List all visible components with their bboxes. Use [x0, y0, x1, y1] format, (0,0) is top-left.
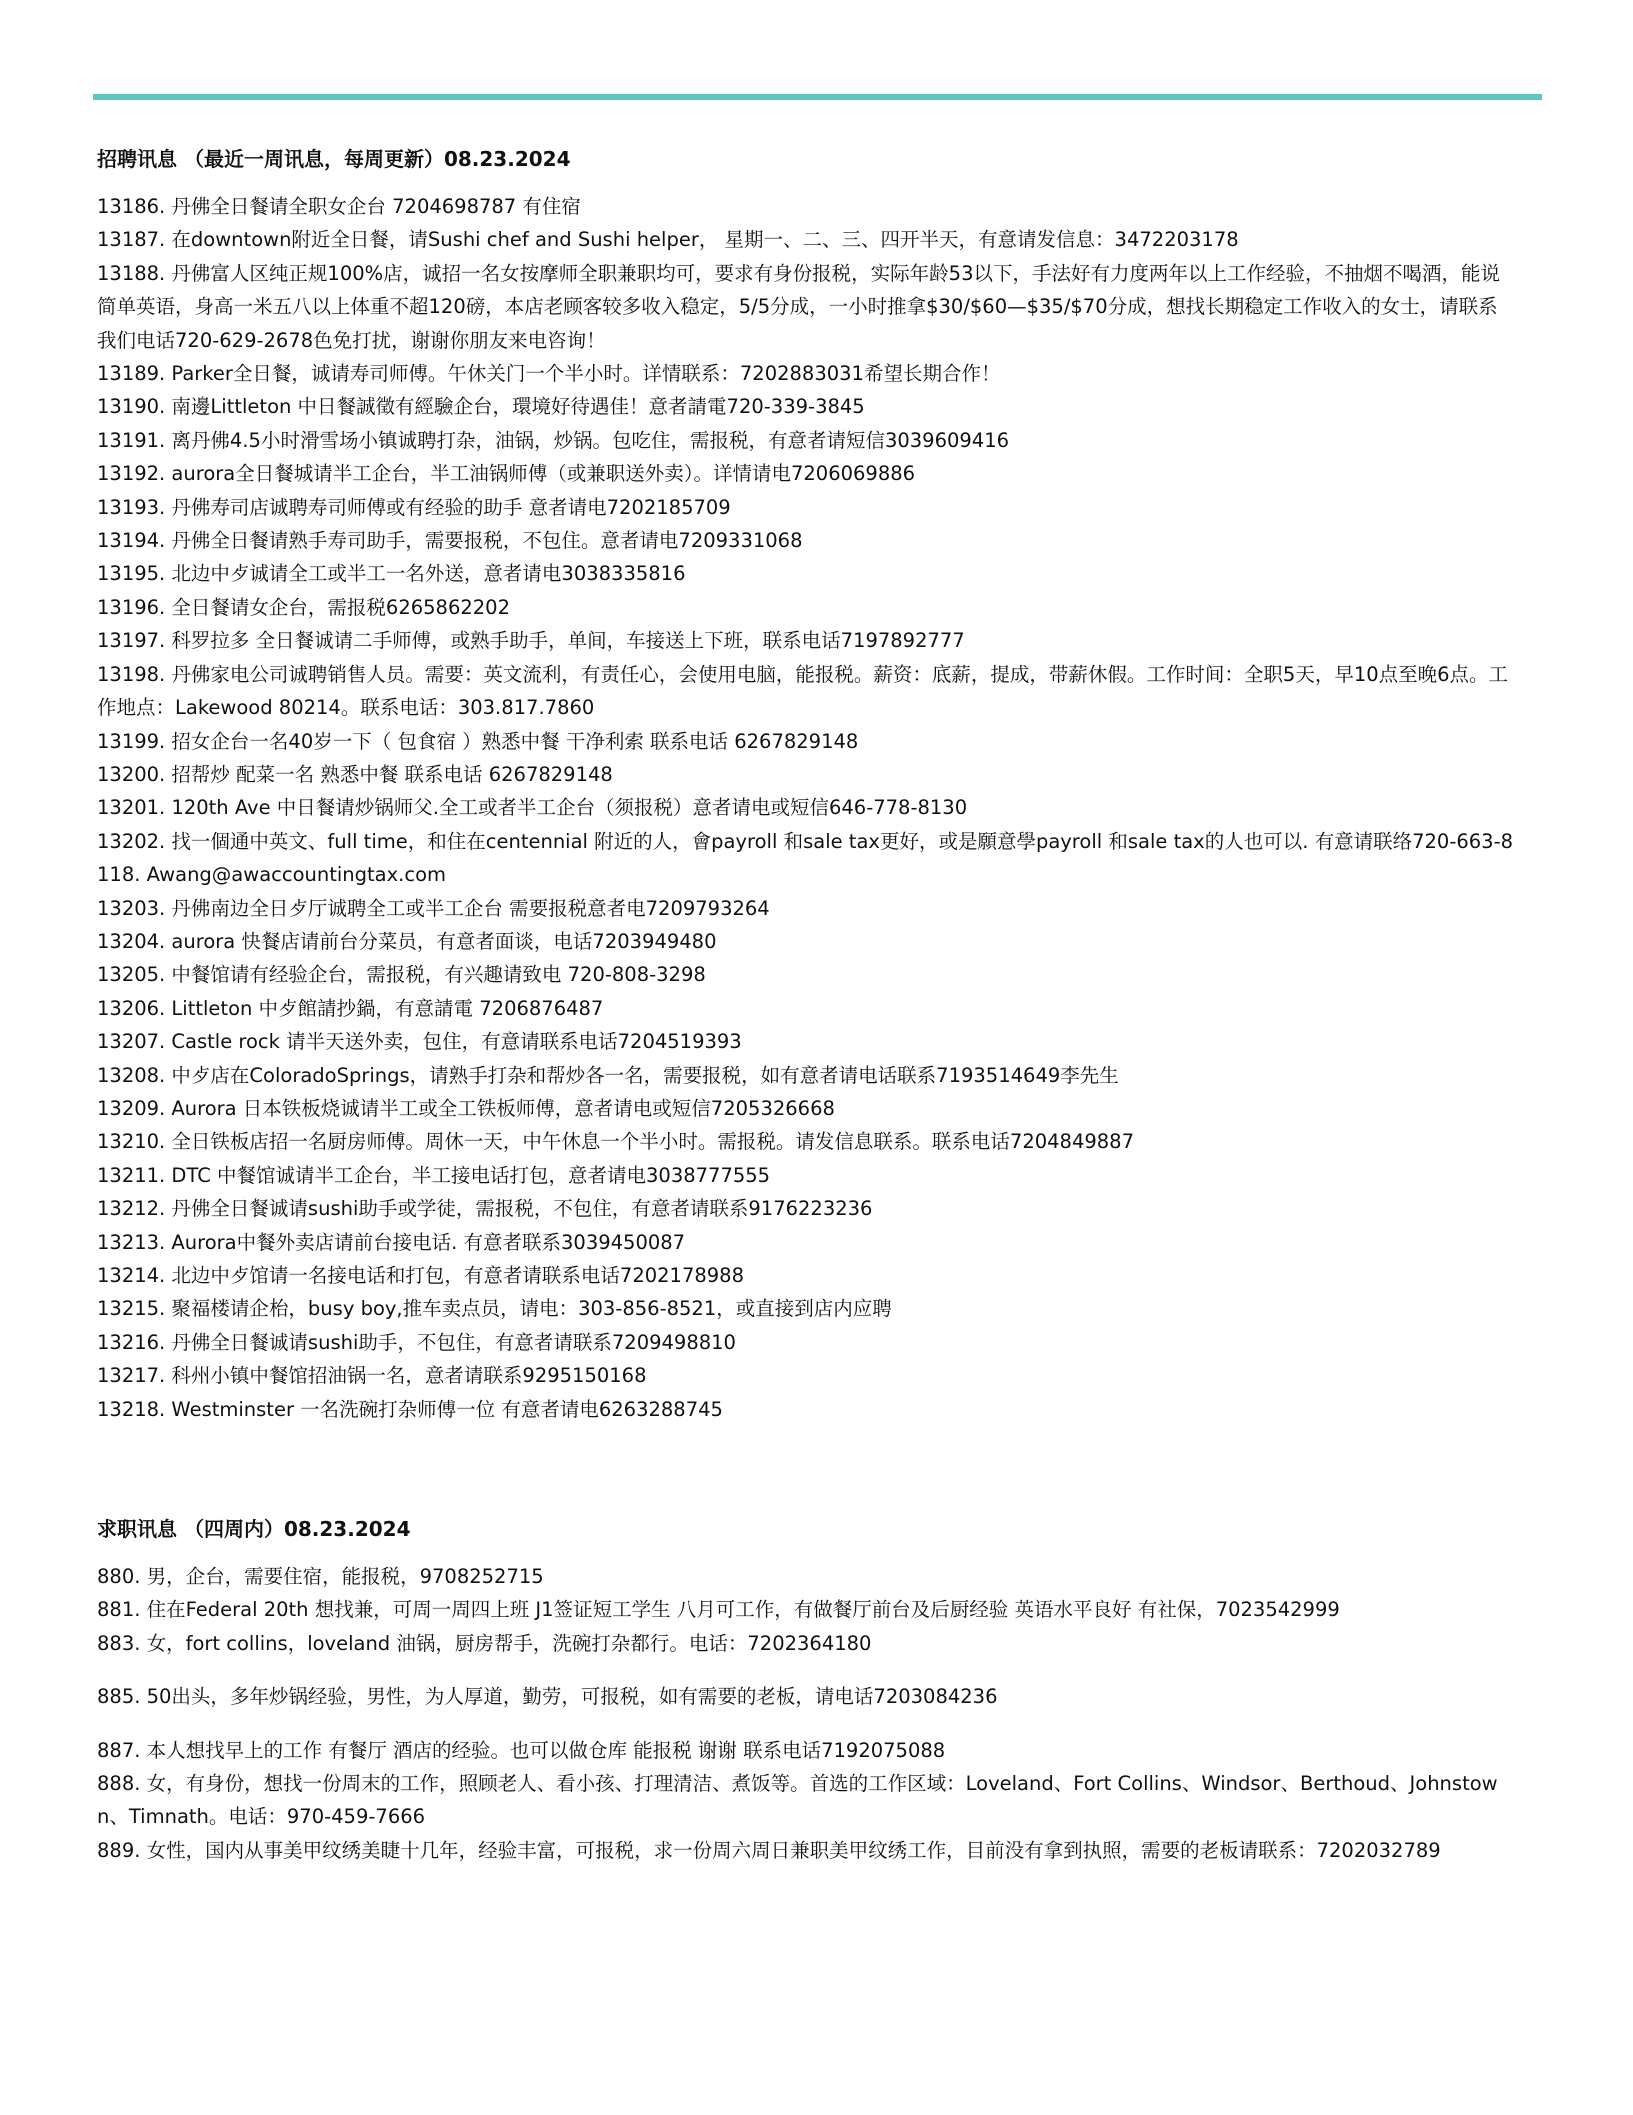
list-item: 880. 男，企台，需要住宿，能报税，9708252715 [97, 1565, 544, 1589]
list-item: 13213. Aurora中餐外卖店请前台接电话. 有意者联系3039450087 [97, 1230, 686, 1254]
recruitment-list [97, 190, 1517, 1426]
list-item: 13186. 丹佛全日餐请全职女企台 7204698787 有住宿 [97, 195, 581, 218]
list-item: 883. 女，fort collins，loveland 油锅，厨房帮手，洗碗打杂都行。电话：7202364180 [97, 1631, 872, 1655]
list-item: 13196. 全日餐请女企台，需报税6265862202 [97, 595, 510, 619]
list-item: 13216. 丹佛全日餐诚请sushi助手，不包住，有意者请联系7209498810 [97, 1330, 736, 1354]
list-item: 13205. 中餐馆请有经验企台，需报税，有兴趣请致电 720-808-3298 [97, 963, 706, 987]
list-item: 13212. 丹佛全日餐诚请sushi助手或学徒，需报税，不包住，有意者请联系9176223236 [97, 1197, 873, 1221]
list-item: 13204. aurora 快餐店请前台分菜员，有意者面谈，电话7203949480 [97, 929, 717, 953]
recruitment-section [97, 142, 1517, 1426]
list-item: 13206. Littleton 中歺館請抄鍋，有意請電 7206876487 [97, 996, 604, 1020]
list-item: 13192. aurora全日餐城请半工企台，半工油锅师傅（或兼职送外卖）。详情请电7206069886 [97, 462, 916, 486]
list-item: 13217. 科州小镇中餐馆招油锅一名，意者请联系9295150168 [97, 1364, 647, 1388]
list-item: 13190. 南邊Littleton 中日餐誠徵有經驗企台，環境好待遇佳！意者請電720-339-3845 [97, 395, 865, 419]
list-item: 13199. 招女企台一名40岁一下（ 包食宿 ）熟悉中餐 干净利索 联系电话 6267829148 [97, 729, 859, 753]
list-item: 13188. 丹佛富人区纯正规100%店，诚招一名女按摩师全职兼职均可，要求有身份报税，实际年龄53以下，手法好有力度两年以上工作经验，不抽烟不喝酒，能说简单英语，身高一米五八以上体重不超120磅，本店老顾客较多收入稳定，5/5分成，一小时推拿$30/$60—$35/$70分成，想找长期稳定工作收入的女士，请联系我们电话720-629-2678色免打扰，谢谢你朋友来电咨询！ [97, 261, 1500, 352]
list-item: 13200. 招帮炒 配菜一名 熟悉中餐 联系电话 6267829148 [97, 762, 613, 786]
top-divider [93, 94, 1542, 100]
job-seekers-heading: 求职讯息 （四周内）08.23.2024 [97, 1517, 411, 1542]
list-item: 13197. 科罗拉多 全日餐诚请二手师傅，或熟手助手，单间，车接送上下班，联系电话7197892777 [97, 629, 965, 653]
list-item: 881. 住在Federal 20th 想找兼，可周一周四上班 J1签证短工学生 八月可工作，有做餐厅前台及后厨经验 英语水平良好 有社保，7023542999 [97, 1598, 1340, 1622]
list-item: 13209. Aurora 日本铁板烧诚请半工或全工铁板师傅，意者请电或短信7205326668 [97, 1096, 835, 1120]
list-item: 13202. 找一個通中英文、full time，和住在centennial 附近的人，會payroll 和sale tax更好，或是願意學payroll 和sale tax的人也可以. 有意请联络720-663-8118. Awang@awaccountingtax.com [97, 829, 1514, 887]
list-item: 13187. 在downtown附近全日餐，请Sushi chef and Sushi helper， 星期一、二、三、四开半天，有意请发信息：3472203178 [97, 228, 1239, 252]
list-item: 13208. 中歺店在ColoradoSprings，请熟手打杂和帮炒各一名，需要报税，如有意者请电话联系7193514649李先生 [97, 1063, 1119, 1087]
job-seekers-list [97, 1560, 1517, 1867]
list-item: 888. 女，有身份，想找一份周末的工作，照顾老人、看小孩、打理清洁、煮饭等。首选的工作区域：Loveland、Fort Collins、Windsor、Berthoud、Johnstown、Timnath。电话：970-459-7666 [97, 1772, 1498, 1829]
list-item: 13214. 北边中歺馆请一名接电话和打包，有意者请联系电话7202178988 [97, 1264, 744, 1287]
list-item: 13211. DTC 中餐馆诚请半工企台，半工接电话打包，意者请电3038777555 [97, 1163, 771, 1187]
list-item: 13193. 丹佛寿司店诚聘寿司师傅或有经验的助手 意者请电7202185709 [97, 495, 731, 519]
list-item: 13207. Castle rock 请半天送外卖，包住，有意请联系电话7204519393 [97, 1030, 742, 1054]
list-item: 13203. 丹佛南边全日歺厅诚聘全工或半工企台 需要报税意者电7209793264 [97, 896, 770, 920]
list-item: 885. 50出头，多年炒锅经验，男性，为人厚道，勤劳，可报税，如有需要的老板，请电话7203084236 [97, 1685, 998, 1709]
list-item: 889. 女性，国内从事美甲纹绣美睫十几年，经验丰富，可报税，求一份周六周日兼职美甲纹绣工作，目前没有拿到执照，需要的老板请联系：7202032789 [97, 1838, 1441, 1862]
list-item: 13201. 120th Ave 中日餐请炒锅师父.全工或者半工企台（须报税）意者请电或短信646-778-8130 [97, 796, 968, 820]
list-item: 13215. 聚福楼请企枱，busy boy,推车卖点员，请电：303-856-8521，或直接到店内应聘 [97, 1297, 892, 1321]
list-item: 13218. Westminster 一名洗碗打杂师傅一位 有意者请电6263288745 [97, 1397, 723, 1421]
list-item: 13189. Parker全日餐，诚请寿司师傅。午休关门一个半小时。详情联系：7202883031希望长期合作！ [97, 362, 1001, 386]
list-item: 13198. 丹佛家电公司诚聘销售人员。需要：英文流利，有责任心，会使用电脑，能报税。薪资：底薪，提成，带薪休假。工作时间：全职5天，早10点至晚6点。工作地点：Lakewood 80214。联系电话：303.817.7860 [97, 662, 1509, 720]
list-item: 13195. 北边中歺诚请全工或半工一名外送，意者请电3038335816 [97, 562, 686, 586]
job-seekers-section [97, 1512, 1517, 1867]
recruitment-heading: 招聘讯息 （最近一周讯息，每周更新）08.23.2024 [97, 147, 571, 171]
list-item: 13210. 全日铁板店招一名厨房师傅。周休一天，中午休息一个半小时。需报税。请发信息联系。联系电话7204849887 [97, 1130, 1134, 1154]
list-item: 887. 本人想找早上的工作 有餐厅 酒店的经验。也可以做仓库 能报税 谢谢 联系电话7192075088 [97, 1738, 946, 1762]
document-page [97, 142, 1517, 1867]
list-item: 13194. 丹佛全日餐请熟手寿司助手，需要报税，不包住。意者请电7209331068 [97, 529, 803, 553]
list-item: 13191. 离丹佛4.5小时滑雪场小镇诚聘打杂，油锅，炒锅。包吃住，需报税，有意者请短信3039609416 [97, 428, 1010, 452]
